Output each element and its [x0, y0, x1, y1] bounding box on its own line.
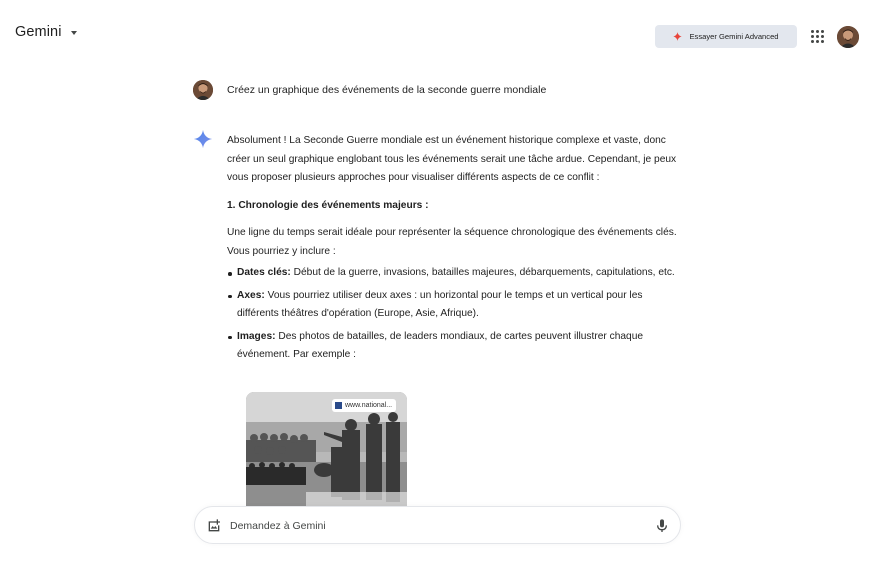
- list-item: Axes: Vous pourriez utiliser deux axes : un horizontal pour le temps et un vertical pour les différents théâtres d'opération (Europe, Asie, Afrique).: [227, 287, 683, 324]
- try-advanced-button[interactable]: [655, 25, 797, 48]
- historical-photo[interactable]: [246, 392, 407, 510]
- prompt-input-bar: [194, 506, 681, 544]
- user-prompt: Créez un graphique des événements de la seconde guerre mondiale: [227, 84, 547, 96]
- bullet-list: [227, 264, 683, 365]
- prompt-input[interactable]: [230, 516, 640, 536]
- apps-grid-icon[interactable]: [810, 29, 824, 43]
- gemini-response: [227, 132, 683, 369]
- try-advanced-label: Essayer Gemini Advanced: [689, 32, 779, 41]
- image-source-link[interactable]: [332, 399, 396, 412]
- account-avatar[interactable]: [837, 26, 859, 48]
- source-favicon-icon: [335, 402, 342, 409]
- list-item: Images: Des photos de batailles, de leaders mondiaux, de cartes peuvent illustrer chaque événement. Par exemple :: [227, 328, 683, 365]
- image-source-label: www.national...: [345, 402, 393, 409]
- spark-icon: [673, 32, 682, 41]
- gemini-spark-icon: [193, 129, 213, 149]
- top-bar: [0, 0, 870, 66]
- list-item: Dates clés: Début de la guerre, invasions, batailles majeures, débarquements, capitulations, etc.: [227, 264, 683, 283]
- add-image-icon[interactable]: [206, 518, 222, 534]
- caret-down-icon: [71, 31, 77, 35]
- microphone-icon[interactable]: [654, 517, 670, 535]
- user-avatar: [193, 80, 213, 100]
- section-title: 1. Chronologie des événements majeurs :: [227, 199, 429, 211]
- brand-name: Gemini: [15, 24, 62, 40]
- model-selector[interactable]: [15, 24, 77, 40]
- response-intro: Absolument ! La Seconde Guerre mondiale est un événement historique complexe et vaste, donc créer un seul graphique englobant tous les événements serait une tâche ardue. Cependant, je peux vous proposer plusieurs approches pour visualiser différents aspects de ce conflit :: [227, 135, 677, 183]
- section-intro: Une ligne du temps serait idéale pour représenter la séquence chronologique des événements clés. Vous pourriez y inclure :: [227, 227, 677, 257]
